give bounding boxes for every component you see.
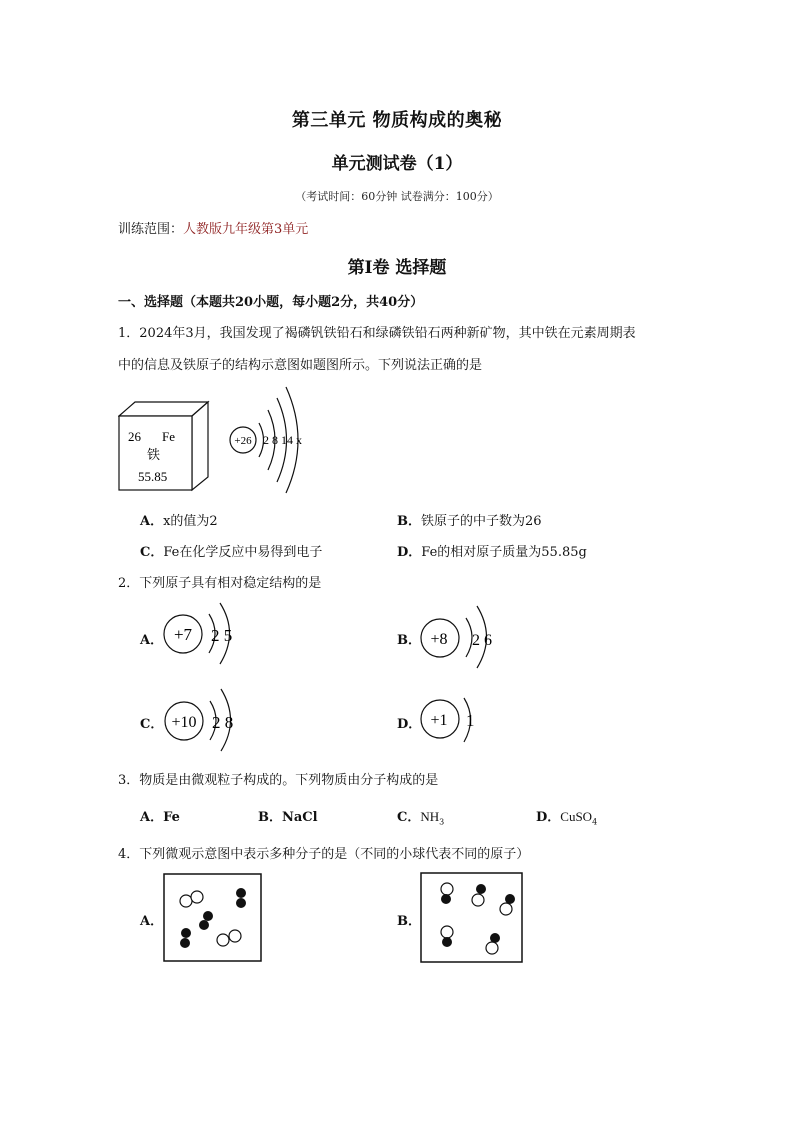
q2-option-d-letter[interactable]: D． — [397, 717, 422, 732]
option-letter: A． — [140, 514, 164, 529]
q1-option-c[interactable] — [140, 541, 322, 560]
element-mass: 55.85 — [138, 469, 168, 484]
q1-atom-electrons: 2 8 14 x — [263, 433, 302, 447]
q1-element-box-figure — [118, 400, 213, 492]
q3-option-d[interactable]: D．CuSO$_4$ — [536, 809, 598, 827]
q2-option-a-letter[interactable]: A． — [140, 633, 164, 648]
q2-option-d-atom[interactable] — [418, 690, 488, 750]
q1-option-b[interactable] — [397, 510, 542, 529]
q2b-nucleus: +8 — [430, 631, 448, 648]
q4-option-b-diagram[interactable] — [420, 872, 524, 964]
q2d-nucleus: +1 — [430, 712, 448, 729]
q4-stem: 4．下列微观示意图中表示多种分子的是（不同的小球代表不同的原子） — [118, 847, 530, 862]
q2-stem: 2．下列原子具有相对稳定结构的是 — [118, 576, 322, 591]
element-number: 26 — [128, 429, 141, 444]
training-scope — [118, 218, 308, 237]
option-letter: D． — [397, 545, 422, 560]
q3-stem: 3．物质是由微观粒子构成的。下列物质由分子构成的是 — [118, 773, 439, 788]
option-text: 铁原子的中子数为26 — [421, 514, 542, 529]
q2-option-b-letter[interactable]: B． — [397, 633, 421, 648]
q4-option-a-diagram[interactable] — [163, 873, 263, 963]
option-letter: C． — [140, 545, 164, 560]
q3-option-b[interactable]: B．NaCl — [258, 810, 318, 825]
q3-option-c[interactable]: C．$NH_3$ — [397, 809, 445, 827]
q2-option-b-atom[interactable] — [418, 600, 508, 670]
q2-option-c-atom[interactable] — [162, 684, 252, 754]
q1-stem-line2: 中的信息及铁原子的结构示意图如题图所示。下列说法正确的是 — [118, 358, 483, 373]
option-text: x的值为2 — [163, 514, 218, 529]
q2a-nucleus: +7 — [173, 625, 193, 644]
option-text: Fe在化学反应中易得到电子 — [163, 545, 323, 560]
section-heading: 第Ⅰ卷 选择题 — [347, 258, 447, 278]
scope-value: 人教版九年级第3单元 — [183, 222, 309, 237]
q2c-electrons: 2 8 — [212, 713, 234, 732]
q3-option-a[interactable]: A．Fe — [140, 810, 180, 825]
page-subtitle: 单元测试卷（1） — [331, 154, 463, 174]
part-heading: 一、选择题（本题共20小题，每小题2分，共40分） — [118, 295, 424, 310]
element-name: 铁 — [147, 447, 161, 462]
q2a-electrons: 2 5 — [211, 626, 233, 645]
q1-option-d[interactable] — [397, 541, 587, 560]
element-symbol: Fe — [162, 429, 175, 444]
q1-option-a[interactable] — [140, 510, 218, 529]
scope-label: 训练范围： — [118, 222, 184, 237]
exam-info: （考试时间：60分钟 试卷满分：100分） — [295, 190, 499, 203]
q2b-electrons: 2 6 — [472, 632, 492, 649]
q4-option-a-letter[interactable]: A． — [140, 914, 164, 929]
q4-option-b-letter[interactable]: B． — [397, 914, 421, 929]
option-text: Fe的相对原子质量为55.85g — [421, 545, 587, 560]
q2c-nucleus: +10 — [171, 714, 197, 731]
q1-atom-structure-figure — [224, 385, 324, 495]
q1-stem-line1: 1．2024年3月，我国发现了褐磷钒铁铅石和绿磷铁铅石两种新矿物，其中铁在元素周期表 — [118, 326, 636, 341]
page-title: 第三单元 物质构成的奥秘 — [291, 110, 503, 131]
option-letter: B． — [397, 514, 421, 529]
q2-option-a-atom[interactable] — [162, 598, 252, 668]
q2-option-c-letter[interactable]: C． — [140, 717, 164, 732]
q1-atom-nucleus: +26 — [234, 435, 252, 447]
q2d-electrons: 1 — [466, 711, 475, 730]
